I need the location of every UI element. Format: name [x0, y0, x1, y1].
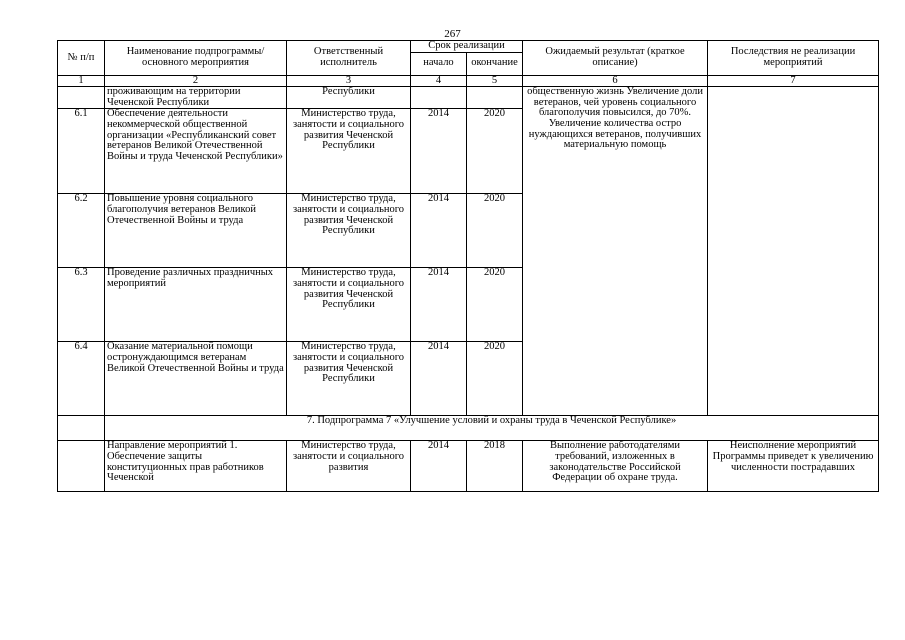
column-number: 6	[523, 75, 708, 87]
row-start: 2014	[411, 194, 467, 268]
row-name: Оказание материальной помощи остронуждающимся ветеранам Великой Отечественной Войны и труда	[105, 342, 287, 416]
col-consequences-header: Последствия не реализации мероприятий	[708, 41, 879, 76]
col-end-header: окончание	[467, 52, 523, 75]
header-row	[58, 41, 879, 53]
column-number: 3	[287, 75, 411, 87]
row-end: 2020	[467, 109, 523, 194]
row-end: 2020	[467, 342, 523, 416]
table-row	[58, 441, 879, 492]
section-num-empty	[58, 416, 105, 441]
row-start	[411, 87, 467, 109]
row-resp: Министерство труда, занятости и социального развития Чеченской Республики	[287, 342, 411, 416]
section-title: 7. Подпрограмма 7 «Улучшение условий и охраны труда в Чеченской Республике»	[105, 416, 879, 441]
merged-consequences-empty	[708, 87, 879, 416]
row-name: Проведение различных праздничных мероприятий	[105, 268, 287, 342]
row-end	[467, 87, 523, 109]
row-num	[58, 441, 105, 492]
row-name: Обеспечение деятельности некоммерческой общественной организации «Республиканский совет ветеранов Великой Отечественной Войны и труда Чеченской Республики»	[105, 109, 287, 194]
program-table	[57, 40, 879, 492]
row-end: 2020	[467, 194, 523, 268]
row-num: 6.2	[58, 194, 105, 268]
row-num: 6.3	[58, 268, 105, 342]
row-resp: Министерство труда, занятости и социального развития Чеченской Республики	[287, 109, 411, 194]
row-num: 6.4	[58, 342, 105, 416]
row-end: 2018	[467, 441, 523, 492]
row-start: 2014	[411, 342, 467, 416]
page-number: 267	[444, 28, 461, 40]
col-resp-header: Ответственный исполнитель	[287, 41, 411, 76]
col-name-header: Наименование подпрограммы/ основного мероприятия	[105, 41, 287, 76]
row-start: 2014	[411, 268, 467, 342]
row-end: 2020	[467, 268, 523, 342]
row-resp: Министерство труда, занятости и социального развития Чеченской Республики	[287, 268, 411, 342]
row-result: Выполнение работодателями требований, изложенных в законодательстве Российской Федерации об охране труда.	[523, 441, 708, 492]
col-start-header: начало	[411, 52, 467, 75]
column-number: 7	[708, 75, 879, 87]
row-name: проживающим на территории Чеченской Республики	[105, 87, 287, 109]
section-row	[58, 416, 879, 441]
table-row	[58, 87, 879, 109]
column-number: 2	[105, 75, 287, 87]
row-resp: Республики	[287, 87, 411, 109]
column-number: 1	[58, 75, 105, 87]
row-resp: Министерство труда, занятости и социального развития Чеченской Республики	[287, 194, 411, 268]
row-name: Повышение уровня социального благополучия ветеранов Великой Отечественной Войны и труда	[105, 194, 287, 268]
column-number: 4	[411, 75, 467, 87]
row-name: Направление мероприятий 1. Обеспечение защиты конституционных прав работников Чеченской	[105, 441, 287, 492]
row-start: 2014	[411, 109, 467, 194]
row-start: 2014	[411, 441, 467, 492]
row-consequences: Неисполнение мероприятий Программы приведет к увеличению численности пострадавших	[708, 441, 879, 492]
col-result-header: Ожидаемый результат (краткое описание)	[523, 41, 708, 76]
col-term-header: Срок реализации	[411, 41, 523, 53]
column-number: 5	[467, 75, 523, 87]
column-numbers-row	[58, 75, 879, 87]
row-num	[58, 87, 105, 109]
row-num: 6.1	[58, 109, 105, 194]
col-num-header: № п/п	[58, 41, 105, 76]
row-resp: Министерство труда, занятости и социального развития	[287, 441, 411, 492]
merged-result: общественную жизнь Увеличение доли ветеранов, чей уровень социального благополучия повысился, до 70%. Увеличение количества остро нуждающихся ветеранов, получивших материальную помощь	[523, 87, 708, 416]
